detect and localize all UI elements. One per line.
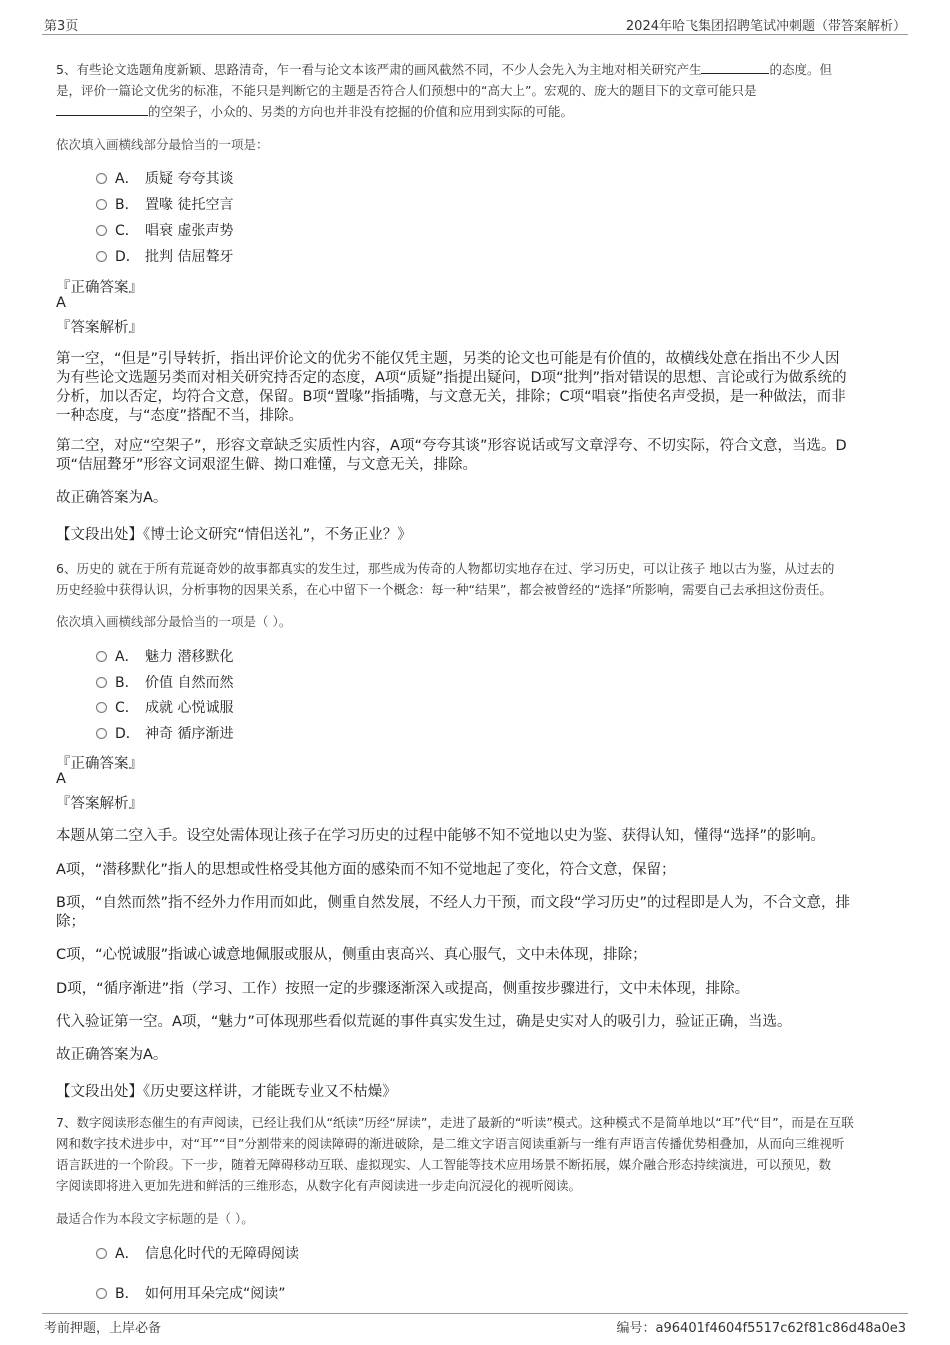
blank-line	[701, 60, 769, 74]
radio-button[interactable]	[96, 173, 107, 184]
footer-slogan: 考前押题，上岸必备	[44, 1321, 162, 1336]
q7-option-b[interactable]	[96, 1284, 286, 1304]
option-text: 成就 心悦诚服	[145, 700, 234, 716]
q6-answer: A	[56, 771, 66, 787]
q6-analysis-line: D项，“循序渐进”指（学习、工作）按照一定的步骤逐渐深入或提高，侧重按步骤进行，文中未体现，排除。	[56, 981, 750, 997]
page-header	[42, 14, 908, 35]
q6-option-a[interactable]	[96, 647, 233, 667]
q5-option-b[interactable]	[96, 195, 233, 215]
option-text: 质疑 夸夸其谈	[145, 171, 234, 187]
q5-answer: A	[56, 295, 66, 311]
analysis-line: 除；	[56, 914, 85, 930]
q6-analysis-para	[56, 894, 888, 932]
q6-stem	[56, 558, 888, 600]
q5-stem-line: 的态度。但	[769, 62, 832, 77]
option-key: A．	[115, 649, 139, 665]
option-key: B．	[115, 675, 139, 691]
radio-button[interactable]	[96, 225, 107, 236]
option-key: A．	[115, 171, 139, 187]
radio-button[interactable]	[96, 1288, 107, 1299]
option-key: A．	[115, 1246, 139, 1262]
q6-stem-line: 6、历史的 就在于所有荒诞奇妙的故事都真实的发生过，那些成为传奇的人物都切实地存在过、学习历史，可以让孩子 地以古为鉴，从过去的	[56, 561, 835, 576]
q6-analysis-line: C项，“心悦诚服”指诚心诚意地佩服或服从，侧重由衷高兴、真心服气，文中未体现，排除；	[56, 947, 647, 963]
q6-analysis-line: 代入验证第一空。A项，“魅力”可体现那些看似荒诞的事件真实发生过，确是史实对人的吸引力，验证正确，当选。	[56, 1014, 792, 1030]
document-title: 2024年哈飞集团招聘笔试冲刺题（带答案解析）	[625, 19, 906, 34]
option-text: 置喙 徒托空言	[145, 197, 234, 213]
q6-answer-label: 『正确答案』	[56, 756, 143, 772]
q5-analysis-para	[56, 350, 888, 426]
q5-stem-line: 5、有些论文选题角度新颖、思路清奇，乍一看与论文本该严肃的画风截然不同，不少人会先入为主地对相关研究产生	[56, 62, 702, 77]
analysis-line: B项，“自然而然”指不经外力作用而如此，侧重自然发展，不经人力干预，而文段“学习历史”的过程即是人为，不合文意，排	[56, 895, 850, 911]
option-text: 魅力 潜移默化	[145, 649, 234, 665]
page-number: 第3页	[44, 19, 79, 34]
q6-analysis-line: 本题从第二空入手。设空处需体现让孩子在学习历史的过程中能够不知不觉地以史为鉴、获得认知，懂得“选择”的影响。	[56, 828, 826, 844]
option-text: 批判 佶屈聱牙	[145, 249, 234, 265]
q5-option-a[interactable]	[96, 169, 233, 189]
option-key: C．	[115, 700, 139, 716]
page-footer	[42, 1313, 908, 1336]
option-text: 信息化时代的无障碍阅读	[145, 1246, 299, 1262]
option-key: B．	[115, 1286, 139, 1302]
q7-stem-line: 字阅读即将进入更加先进和鲜活的三维形态，从数字化有声阅读进一步走向沉浸化的视听阅读。	[56, 1178, 582, 1193]
q6-option-c[interactable]	[96, 698, 233, 718]
q5-stem-line: 的空架子，小众的、另类的方向也并非没有挖掘的价值和应用到实际的可能。	[148, 104, 574, 119]
q6-option-b[interactable]	[96, 673, 233, 693]
q6-stem-line: 历史经验中获得认识，分析事物的因果关系，在心中留下一个概念：每一种“结果”，都会被曾经的“选择”所影响，需要自己去承担这份责任。	[56, 582, 832, 597]
q7-stem-line: 网和数字技术进步中，对“耳”“目”分割带来的阅读障碍的渐进破除，是二维文字语言阅读重新与一维有声语言传播优势相叠加，从而向三维视听	[56, 1136, 845, 1151]
radio-button[interactable]	[96, 251, 107, 262]
q5-analysis-para	[56, 437, 888, 475]
radio-button[interactable]	[96, 651, 107, 662]
option-text: 唱衰 虚张声势	[145, 223, 234, 239]
analysis-line: 第一空，“但是”引导转折，指出评价论文的优劣不能仅凭主题，另类的论文也可能是有价值的，故横线处意在指出不少人因	[56, 351, 840, 367]
analysis-line: 为有些论文选题另类而对相关研究持否定的态度，A项“质疑”指提出疑问，D项“批判”指对错误的思想、言论或行为做系统的	[56, 370, 847, 386]
q6-conclusion: 故正确答案为A。	[56, 1047, 168, 1063]
q5-prompt: 依次填入画横线部分最恰当的一项是：	[56, 137, 269, 152]
q6-option-d[interactable]	[96, 724, 233, 744]
q5-option-c[interactable]	[96, 221, 233, 241]
option-key: D．	[115, 726, 140, 742]
radio-button[interactable]	[96, 677, 107, 688]
q7-prompt: 最适合作为本段文字标题的是（ ）。	[56, 1211, 254, 1226]
analysis-line: 一种态度，与“态度”搭配不当，排除。	[56, 408, 304, 424]
q5-option-d[interactable]	[96, 247, 233, 267]
q6-prompt: 依次填入画横线部分最恰当的一项是（ ）。	[56, 614, 292, 629]
q7-stem-line: 语言跃进的一个阶段。下一步，随着无障碍移动互联、虚拟现实、人工智能等技术应用场景不断拓展，媒介融合形态持续演进，可以预见，数	[56, 1157, 832, 1172]
q7-stem-line: 7、数字阅读形态催生的有声阅读，已经让我们从“纸读”历经“屏读”，走进了最新的“听读”模式。这种模式不是简单地以“耳”代“目”，而是在互联	[56, 1115, 854, 1130]
q5-analysis-label: 『答案解析』	[56, 320, 143, 336]
document-id: 编号：a96401f4604f5517c62f81c86d48a0e3	[616, 1321, 906, 1336]
option-key: B．	[115, 197, 139, 213]
q5-conclusion: 故正确答案为A。	[56, 490, 168, 506]
option-text: 神奇 循序渐进	[145, 726, 234, 742]
option-key: C．	[115, 223, 139, 239]
radio-button[interactable]	[96, 199, 107, 210]
q6-analysis-line: A项，“潜移默化”指人的思想或性格受其他方面的感染而不知不觉地起了变化，符合文意，保留；	[56, 862, 676, 878]
option-key: D．	[115, 249, 140, 265]
q5-stem	[56, 59, 888, 122]
analysis-line: 分析，加以否定，均符合文意，保留。B项“置喙”指插嘴，与文意无关，排除；C项“唱衰”指使名声受损，是一种做法，而非	[56, 389, 846, 405]
option-text: 如何用耳朵完成“阅读”	[145, 1286, 286, 1302]
q7-option-a[interactable]	[96, 1244, 299, 1264]
q6-source: 【文段出处】《历史要这样讲，才能既专业又不枯燥》	[56, 1084, 397, 1100]
q5-answer-label: 『正确答案』	[56, 280, 143, 296]
radio-button[interactable]	[96, 1248, 107, 1259]
q7-stem	[56, 1112, 888, 1196]
analysis-line: 第二空，对应“空架子”，形容文章缺乏实质性内容，A项“夸夸其谈”形容说话或写文章浮夸、不切实际，符合文意，当选。D	[56, 438, 847, 454]
q6-analysis-label: 『答案解析』	[56, 796, 143, 812]
radio-button[interactable]	[96, 702, 107, 713]
blank-line	[56, 102, 148, 116]
radio-button[interactable]	[96, 728, 107, 739]
option-text: 价值 自然而然	[145, 675, 234, 691]
q5-source: 【文段出处】《博士论文研究“情侣送礼”，不务正业？》	[56, 527, 412, 543]
analysis-line: 项“佶屈聱牙”形容文词艰涩生僻、拗口难懂，与文意无关，排除。	[56, 457, 478, 473]
q5-stem-line: 是，评价一篇论文优劣的标准，不能只是判断它的主题是否符合人们预想中的“高大上”。宏观的、庞大的题目下的文章可能只是	[56, 83, 757, 98]
